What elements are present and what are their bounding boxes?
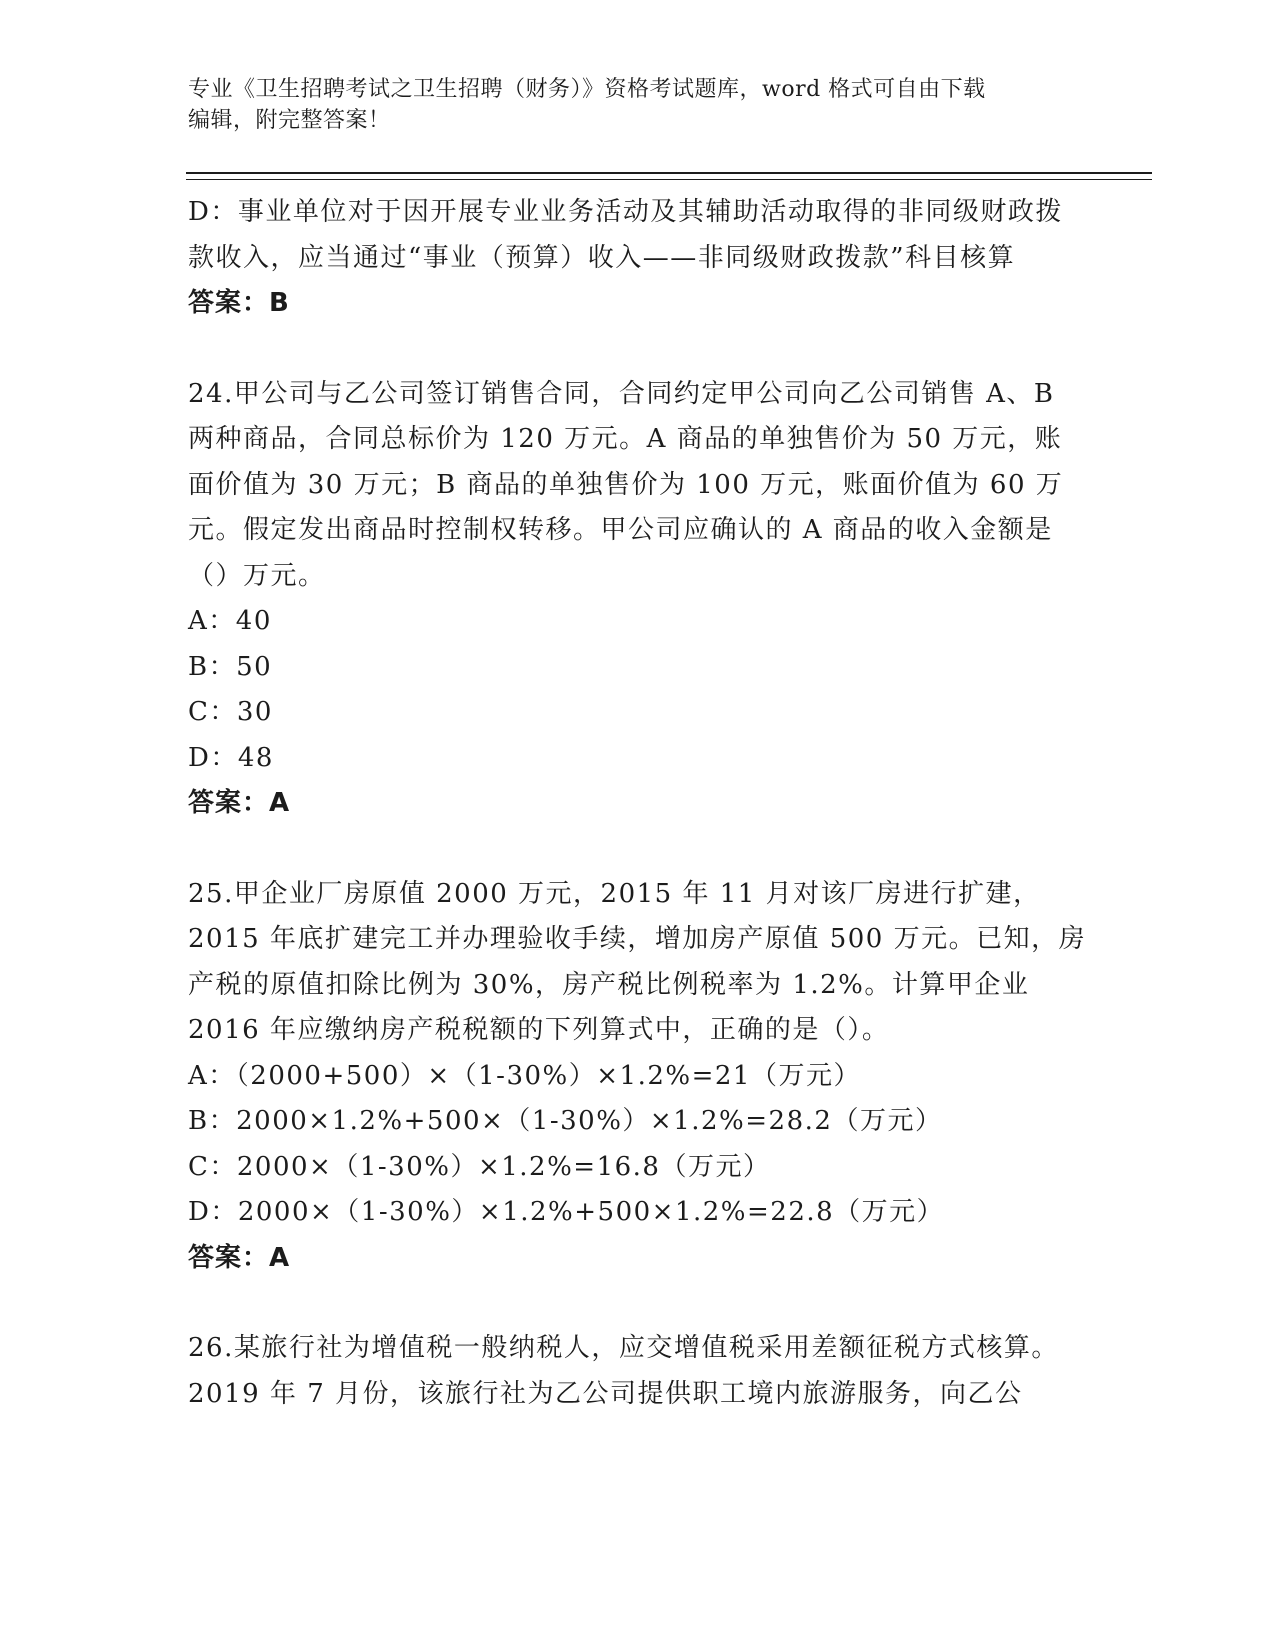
option-b: B：2000×1.2%+500×（1-30%）×1.2%=28.2（万元） (188, 1106, 943, 1136)
question-content (188, 190, 1088, 1417)
spacer (188, 1281, 1088, 1326)
answer: 答案：A (188, 788, 291, 818)
header-line-2: 编辑，附完整答案！ (188, 108, 391, 133)
question-stem: 25.甲企业厂房原值 2000 万元，2015 年 11 月对该厂房进行扩建，2015 年底扩建完工并办理验收手续，增加房产原值 500 万元。已知，房产税的原值扣除比例为 30%，房产税比例税率为 1.2%。计算甲企业 2016 年应缴纳房产税税额的下列算式中，正确的是（）。 (188, 878, 1087, 1045)
option-c: C：2000×（1-30%）×1.2%=16.8（万元） (188, 1151, 771, 1182)
question-26 (188, 1326, 1088, 1417)
question-25 (188, 872, 1088, 1282)
answer: 答案：A (188, 1242, 291, 1273)
option-d: D：2000×（1-30%）×1.2%+500×1.2%=22.8（万元） (188, 1197, 945, 1227)
continued-option-d: D：事业单位对于因开展专业业务活动及其辅助活动取得的非同级财政拨款收入，应当通过“事业（预算）收入——非同级财政拨款”科目核算 (188, 197, 1063, 273)
document-header (188, 74, 1068, 136)
header-rule-thin (186, 179, 1152, 180)
continued-answer: 答案：B (188, 288, 290, 318)
spacer (188, 827, 1088, 872)
header-line-1: 专业《卫生招聘考试之卫生招聘（财务）》资格考试题库，word 格式可自由下载 (188, 77, 986, 102)
question-stem: 26.某旅行社为增值税一般纳税人，应交增值税采用差额征税方式核算。2019 年 7 月份，该旅行社为乙公司提供职工境内旅游服务，向乙公 (188, 1333, 1059, 1409)
option-b: B：50 (188, 651, 273, 682)
header-rule-thick (186, 172, 1152, 174)
question-24 (188, 372, 1088, 827)
spacer (188, 327, 1088, 372)
question-stem: 24.甲公司与乙公司签订销售合同，合同约定甲公司向乙公司销售 A、B 两种商品，合同总标价为 120 万元。A 商品的单独售价为 50 万元，账面价值为 30 万元；B 商品的单独售价为 100 万元，账面价值为 60 万元。假定发出商品时控制权转移。甲公司应确认的 A 商品的收入金额是（）万元。 (188, 378, 1064, 591)
option-c: C：30 (188, 697, 273, 727)
option-a: A：（2000+500）×（1-30%）×1.2%=21（万元） (188, 1060, 861, 1091)
option-d: D：48 (188, 742, 274, 773)
option-a: A：40 (188, 606, 272, 636)
